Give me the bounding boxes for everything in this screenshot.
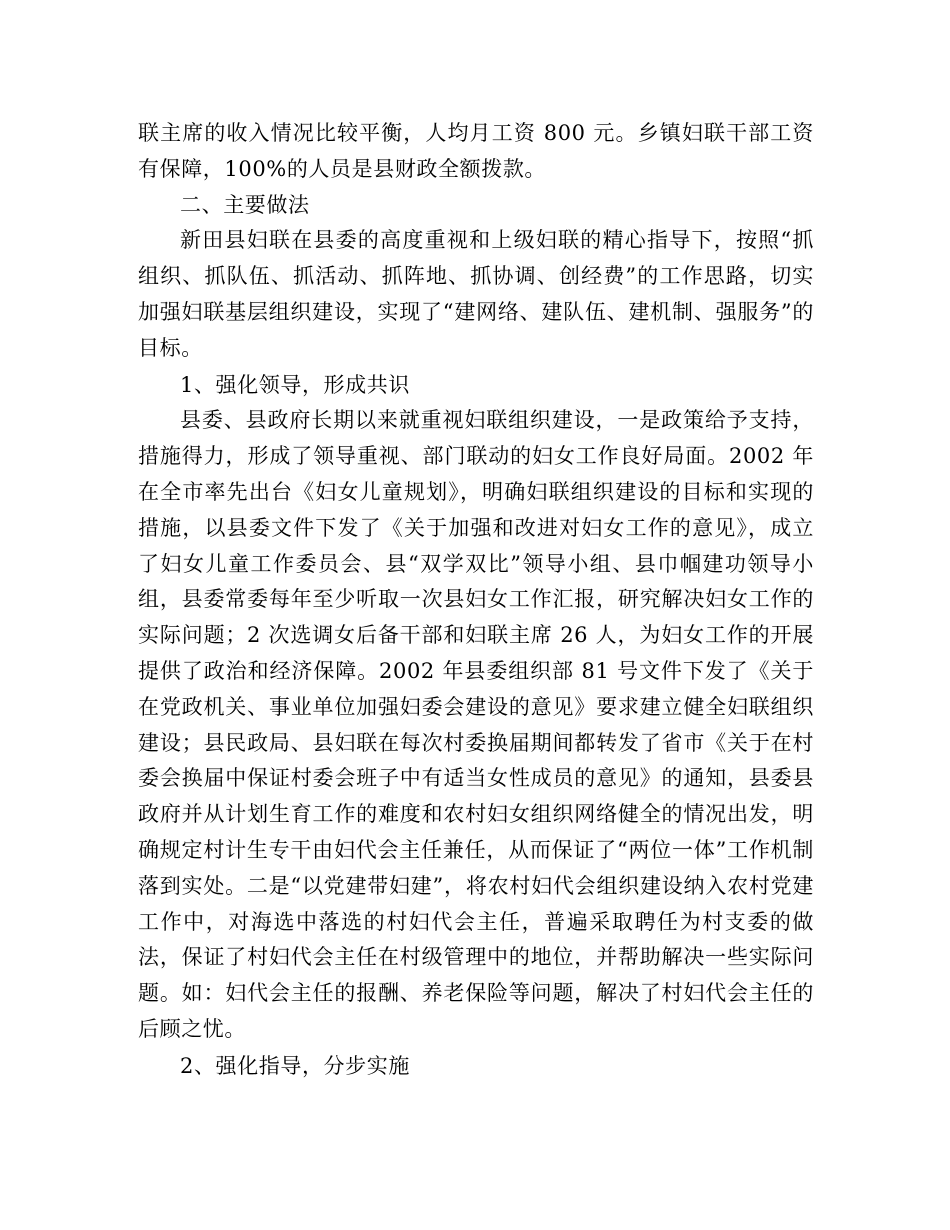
paragraph-continuation: 联主席的收入情况比较平衡，人均月工资 800 元。乡镇妇联干部工资有保障，100%的人员是县财政全额拨款。 — [138, 121, 814, 181]
subheading-strengthen-leadership: 1、强化领导，形成共识 — [180, 372, 410, 397]
subheading-strengthen-guidance: 2、强化指导，分步实施 — [180, 1053, 410, 1078]
document-body — [138, 116, 814, 1085]
paragraph-overview: 新田县妇联在县委的高度重视和上级妇联的精心指导下，按照“抓组织、抓队伍、抓活动、抓阵地、抓协调、创经费”的工作思路，切实加强妇联基层组织建设，实现了“建网络、建队伍、建机制、强服务”的目标。 — [138, 228, 814, 360]
paragraph-leadership-details: 县委、县政府长期以来就重视妇联组织建设，一是政策给予支持，措施得力，形成了领导重视、部门联动的妇女工作良好局面。2002 年在全市率先出台《妇女儿童规划》，明确妇联组织建设的目标和实现的措施，以县委文件下发了《关于加强和改进对妇女工作的意见》，成立了妇女儿童工作委员会、县“双学双比”领导小组、县巾帼建功领导小组，县委常委每年至少听取一次县妇女工作汇报，研究解决妇女工作的实际问题；2 次选调女后备干部和妇联主席 26 人，为妇女工作的开展提供了政治和经济保障。2002 年县委组织部 81 号文件下发了《关于在党政机关、事业单位加强妇委会建设的意见》要求建立健全妇联组织建设；县民政局、县妇联在每次村委换届期间都转发了省市《关于在村委会换届中保证村委会班子中有适当女性成员的意见》的通知，县委县政府并从计划生育工作的难度和农村妇女组织网络健全的情况出发，明确规定村计生专干由妇代会主任兼任，从而保证了“两位一体”工作机制落到实处。二是“以党建带妇建”，将农村妇代会组织建设纳入农村党建工作中，对海选中落选的村妇代会主任，普遍采取聘任为村支委的做法，保证了村妇代会主任在村级管理中的地位，并帮助解决一些实际问题。如：妇代会主任的报酬、养老保险等问题，解决了村妇代会主任的后顾之忧。 — [138, 408, 814, 1041]
section-heading-main-practices: 二、主要做法 — [180, 192, 310, 217]
